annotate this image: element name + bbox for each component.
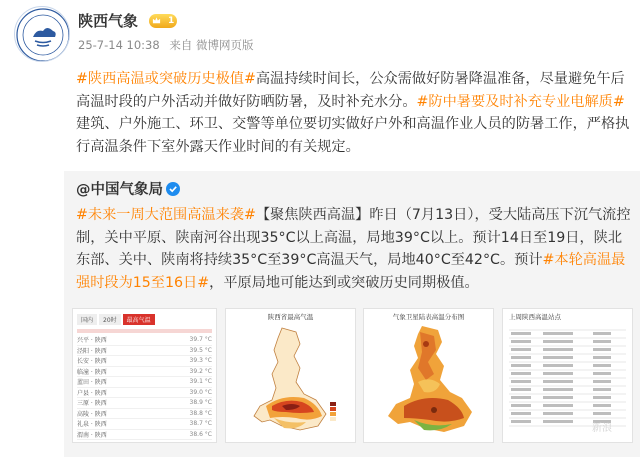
ranking-station: 临潼 · 陕西 — [77, 368, 107, 376]
ranking-tabs — [73, 309, 216, 325]
repost-text — [76, 204, 632, 294]
ranking-row — [77, 367, 212, 378]
ranking-station: 礼泉 · 陕西 — [77, 421, 107, 429]
thumb-title: 陕西省最高气温 — [267, 313, 314, 321]
author-name[interactable]: 陕西气象 — [78, 12, 139, 30]
post-text — [76, 68, 632, 158]
repost-author-line — [76, 179, 180, 201]
station-table-graphic — [503, 322, 632, 440]
repost-text-segment: ，平原局地可能达到或突破历史同期极值。 — [209, 274, 479, 291]
ranking-value: 38.6 °C — [189, 430, 212, 438]
hashtag-link[interactable]: #防中暑要及时补充专业电解质# — [416, 93, 625, 110]
badge-level: 1 — [167, 15, 175, 26]
ranking-row — [77, 398, 212, 409]
ranking-station: 长安 · 陕西 — [77, 358, 107, 366]
ranking-value: 39.5 °C — [189, 346, 212, 354]
hashtag-link[interactable]: #陕西高温或突破历史极值# — [76, 71, 256, 87]
author-line — [78, 10, 177, 32]
ranking-station: 三原 · 陕西 — [77, 400, 107, 408]
ranking-station: 户县 · 陕西 — [77, 389, 107, 397]
repost-text-segment: 【聚焦陕西高温】昨日（7月13日），受大陆高压下沉气流控制，关中平原、陕南河谷出现35°C以上高温，局地39°C以上。预计14日至19日，陕北东部、关中、陕南将持续35°C至39°C高温天气，局地40°C至42°C。预计 — [76, 207, 631, 268]
image-thumbnail-ranking[interactable] — [72, 308, 217, 443]
ranking-station: 渭南 · 陕西 — [77, 431, 107, 439]
ranking-value: 39.3 °C — [189, 357, 212, 365]
hashtag-link[interactable]: #本轮高温最强时段为15至16日# — [76, 252, 626, 291]
ranking-tab-active: 最高气温 — [123, 314, 155, 325]
ranking-station: 兴平 · 陕西 — [77, 337, 107, 345]
ranking-list — [73, 333, 216, 442]
post-source: 来自 微博网页版 — [169, 38, 254, 52]
image-thumbnail-station-table[interactable] — [502, 308, 633, 443]
crown-icon — [152, 16, 161, 25]
temperature-map-graphic — [226, 322, 355, 440]
ranking-value: 38.7 °C — [189, 420, 212, 428]
meteorology-logo-icon — [15, 7, 70, 62]
post-text-segment: 建筑、户外施工、环卫、交警等单位要切实做好户外和高温作业人员的防暑工作，严格执行高温条件下室外露天作业时间的有关规定。 — [76, 116, 630, 155]
repost-card — [64, 171, 640, 457]
image-thumbnail-temperature-map[interactable] — [225, 308, 356, 443]
ranking-value: 39.2 °C — [189, 367, 212, 375]
ranking-tab: 国内 — [77, 314, 97, 325]
image-thumbnail-satellite-map[interactable] — [363, 308, 494, 443]
ranking-row — [77, 409, 212, 420]
watermark: 新浪 — [592, 423, 612, 434]
thumb-title: 气象卫星陆表高温分布图 — [392, 313, 465, 321]
ranking-value: 38.8 °C — [189, 409, 212, 417]
ranking-tab: 20时 — [99, 314, 121, 325]
post-header — [14, 6, 626, 66]
vip-badge[interactable] — [149, 14, 177, 28]
verified-icon — [166, 182, 180, 196]
ranking-row — [77, 346, 212, 357]
post-time[interactable]: 25-7-14 10:38 — [78, 38, 160, 52]
avatar[interactable] — [14, 6, 70, 62]
post-meta — [78, 36, 260, 54]
satellite-heat-graphic — [364, 322, 493, 440]
ranking-row — [77, 377, 212, 388]
post-text-segment: 高温持续时间长，公众需做好防暑降温准备，尽量避免午后高温时段的户外活动并做好防晒防暑，及时补充水分。 — [76, 71, 625, 110]
repost-author[interactable]: @中国气象局 — [76, 182, 163, 198]
ranking-value: 39.1 °C — [189, 378, 212, 386]
ranking-station: 蓝田 · 陕西 — [77, 379, 107, 387]
ranking-row — [77, 356, 212, 367]
hashtag-link[interactable]: #未来一周大范围高温来袭# — [76, 207, 256, 223]
ranking-station: 泾阳 · 陕西 — [77, 347, 107, 355]
ranking-row — [77, 430, 212, 441]
ranking-row — [77, 388, 212, 399]
ranking-row — [77, 419, 212, 430]
ranking-station: 高陵 · 陕西 — [77, 410, 107, 418]
ranking-value: 38.9 °C — [189, 399, 212, 407]
thumb-title: 上周陕西高温站点 — [509, 313, 561, 321]
ranking-row — [77, 335, 212, 346]
ranking-value: 39.7 °C — [189, 336, 212, 344]
ranking-value: 39.0 °C — [189, 388, 212, 396]
